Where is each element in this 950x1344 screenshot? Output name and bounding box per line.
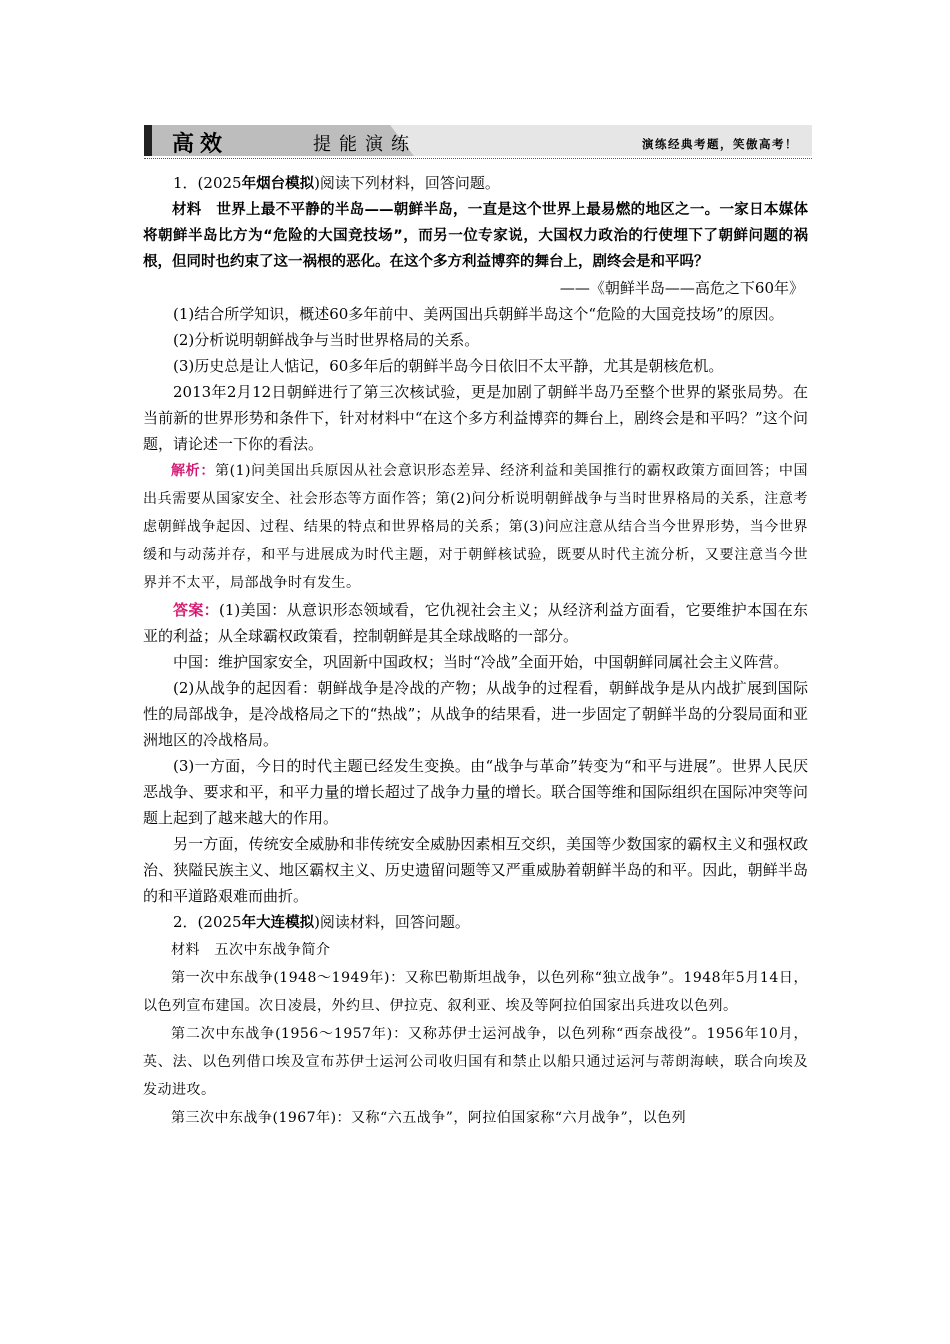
section-banner xyxy=(144,123,812,161)
worksheet-body xyxy=(143,170,808,1132)
q1-subquestion-1: (1)结合所学知识，概述60多年前中、美两国出兵朝鲜半岛这个“危险的大国竞技场”的原因。 xyxy=(173,305,784,323)
q2-source-tag: 年大连模拟 xyxy=(241,915,315,931)
q2-instruction: )阅读材料，回答问题。 xyxy=(314,913,470,931)
q1-answer-1-china: 中国：维护国家安全，巩固新中国政权；当时“冷战”全面开始，中国朝鲜同属社会主义阵营。 xyxy=(173,653,789,671)
analysis-text: 第(1)问美国出兵原因从社会意识形态差异、经济利益和美国推行的霸权政策方面回答；中国出兵需要从国家安全、社会形态等方面作答；第(2)问分析说明朝鲜战争与当时世界格局的关系，注意考虑朝鲜战争起因、过程、结果的特点和世界格局的关系；第(3)问应注意从结合当今世界形势，当今世界缓和与动荡并存，和平与进展成为时代主题，对于朝鲜核试验，既要从时代主流分析，又要注意当今世界并不太平，局部战争时有发生。 xyxy=(143,463,808,591)
q1-material: 材料 世界上最不平静的半岛——朝鲜半岛，一直是这个世界上最易燃的地区之一。一家日本媒体将朝鲜半岛比方为“危险的大国竞技场”，而另一位专家说，大国权力政治的行使埋下了朝鲜问题的祸根，但同时也约束了这一祸根的恶化。在这个多方利益博弈的舞台上，剧终会是和平吗？ xyxy=(143,202,808,270)
q2-material-title: 材料 五次中东战争简介 xyxy=(171,942,331,958)
q1-answer-3: (3)一方面，今日的时代主题已经发生变换。由“战争与革命”转变为“和平与进展”。世界人民厌恶战争、要求和平，和平力量的增长超过了战争力量的增长。联合国等维和国际组织在国际冲突等问题上起到了越来越大的作用。 xyxy=(143,757,808,827)
analysis-label: 解析： xyxy=(171,463,215,479)
q2-war-1: 第一次中东战争(1948～1949年)：又称巴勒斯坦战争，以色列称“独立战争”。1948年5月14日，以色列宣布建国。次日凌晨，外约旦、伊拉克、叙利亚、埃及等阿拉伯国家出兵进攻以色列。 xyxy=(143,970,808,1014)
q1-subquestion-3: (3)历史总是让人惦记，60多年后的朝鲜半岛今日依旧不太平静，尤其是朝核危机。 xyxy=(173,357,724,375)
q1-answer-2: (2)从战争的起因看：朝鲜战争是冷战的产物；从战争的过程看，朝鲜战争是从内战扩展到国际性的局部战争，是冷战格局之下的“热战”；从战争的结果看，进一步固定了朝鲜半岛的分裂局面和亚洲地区的冷战格局。 xyxy=(143,679,808,749)
q1-answer-3-other: 另一方面，传统安全威胁和非传统安全威胁因素相互交织，美国等少数国家的霸权主义和强权政治、狭隘民族主义、地区霸权主义、历史遗留问题等又严重威胁着朝鲜半岛的和平。因此，朝鲜半岛的和平道路艰难而曲折。 xyxy=(143,835,808,905)
q1-subquestion-2: (2)分析说明朝鲜战争与当时世界格局的关系。 xyxy=(173,331,480,349)
q2-number: 2．(2025 xyxy=(173,913,242,931)
q2-stem xyxy=(143,909,808,936)
q1-analysis xyxy=(143,457,808,597)
banner-title-right: 提能演练 xyxy=(313,134,417,155)
banner-left-bar xyxy=(144,125,152,156)
banner-slogan: 演练经典考题，笑傲高考！ xyxy=(642,137,798,151)
answer-label: 答案： xyxy=(173,601,220,619)
q2-war-3: 第三次中东战争(1967年)：又称“六五战争”，阿拉伯国家称“六月战争”，以色列 xyxy=(171,1110,687,1126)
q1-subquestion-3-detail: 2013年2月12日朝鲜进行了第三次核试验，更是加剧了朝鲜半岛乃至整个世界的紧张局势。在当前新的世界形势和条件下，针对材料中“在这个多方利益博弈的舞台上，剧终会是和平吗？”这个问题，请论述一下你的看法。 xyxy=(143,383,808,453)
banner-title-left: 高效 xyxy=(172,132,229,157)
q1-instruction: )阅读下列材料，回答问题。 xyxy=(314,174,500,192)
q1-material-source: ——《朝鲜半岛——高危之下60年》 xyxy=(559,279,804,297)
q1-answer-1 xyxy=(143,597,808,649)
q2-war-2: 第二次中东战争(1956～1957年)：又称苏伊士运河战争，以色列称“西奈战役”。1956年10月，英、法、以色列借口埃及宣布苏伊士运河公司收归国有和禁止以船只通过运河与蒂朗海峡，联合向埃及发动进攻。 xyxy=(143,1026,808,1098)
q1-number: 1．(2025 xyxy=(173,174,242,192)
q1-stem xyxy=(143,170,808,197)
banner-dotted-rule xyxy=(144,158,812,159)
q1-source-tag: 年烟台模拟 xyxy=(241,176,315,192)
answer-1-text: (1)美国：从意识形态领域看，它仇视社会主义；从经济利益方面看，它要维护本国在东亚的利益；从全球霸权政策看，控制朝鲜是其全球战略的一部分。 xyxy=(143,601,808,645)
